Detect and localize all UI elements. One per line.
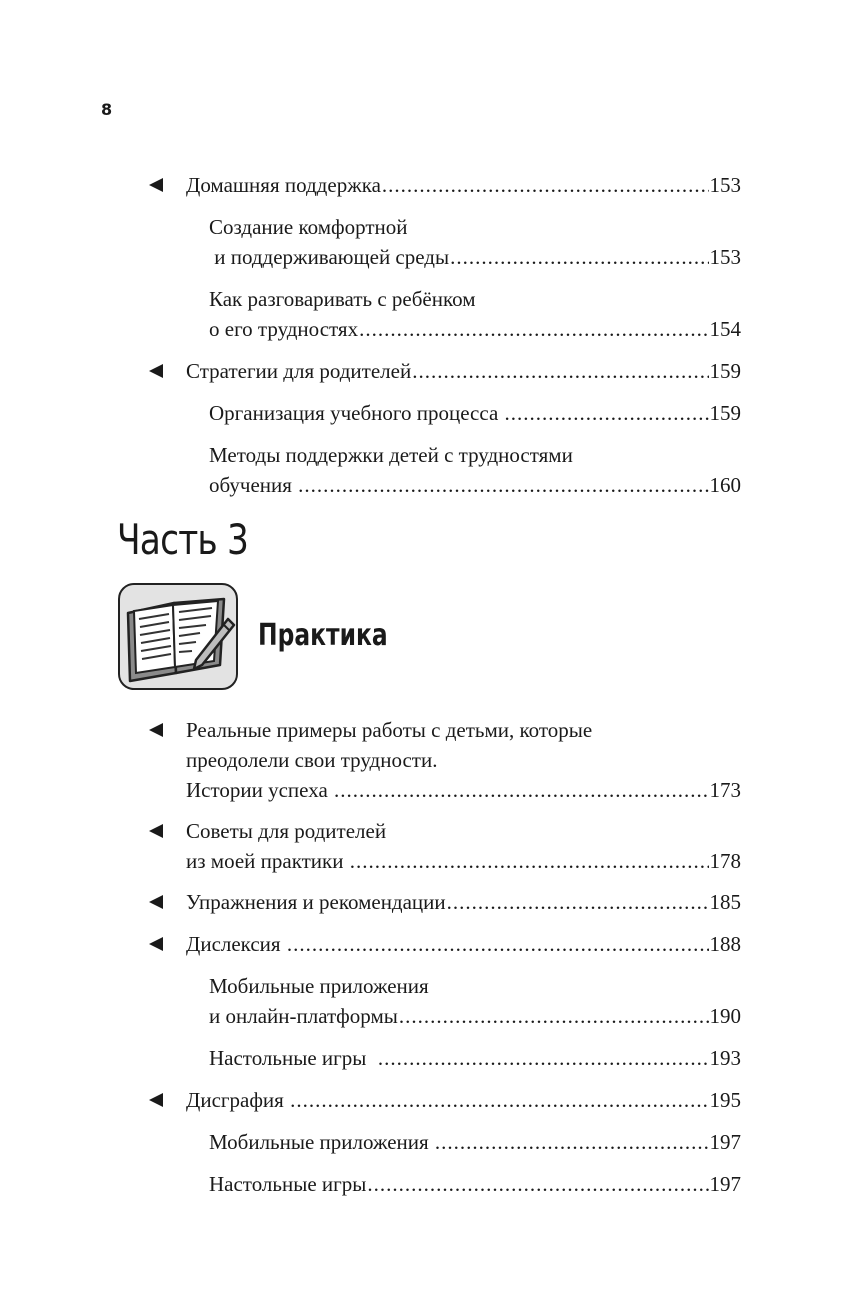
toc-top bbox=[0, 170, 844, 500]
toc-entry bbox=[209, 212, 741, 272]
toc-entry-text: обучения bbox=[209, 473, 298, 497]
bullet-triangle-icon bbox=[149, 937, 163, 951]
toc-entry-text: Создание комфортной bbox=[209, 215, 408, 239]
toc-entry bbox=[209, 440, 741, 500]
leader-dots bbox=[287, 929, 709, 959]
toc-entry-text: Реальные примеры работы с детьми, которые bbox=[186, 718, 593, 742]
toc-entry-text: Стратегии для родителей bbox=[186, 359, 412, 383]
toc-page-number: 159 bbox=[709, 401, 741, 425]
toc-page-number: 159 bbox=[709, 359, 741, 383]
toc-entry-text: Истории успеха bbox=[186, 778, 334, 802]
toc-entry-text: Дисграфия bbox=[186, 1088, 290, 1112]
leader-dots bbox=[450, 242, 708, 272]
leader-dots bbox=[298, 470, 708, 500]
toc-entry-text: Мобильные приложения bbox=[209, 1130, 434, 1154]
leader-dots bbox=[350, 846, 709, 876]
toc-page-number: 193 bbox=[709, 1046, 741, 1070]
toc-entry-text: Настольные игры bbox=[209, 1046, 377, 1070]
toc-bottom bbox=[0, 715, 844, 1199]
leader-dots bbox=[290, 1085, 708, 1115]
toc-entry bbox=[209, 398, 741, 428]
bullet-triangle-icon bbox=[149, 178, 163, 192]
leader-dots bbox=[334, 775, 708, 805]
bullet-triangle-icon bbox=[149, 364, 163, 378]
toc-entry bbox=[209, 971, 741, 1031]
toc-page-number: 173 bbox=[709, 778, 741, 802]
toc-entry bbox=[186, 887, 741, 917]
page-number: 8 bbox=[101, 100, 113, 119]
toc-entry-text: о его трудностях bbox=[209, 317, 359, 341]
toc-page-number: 188 bbox=[709, 932, 741, 956]
toc-entry-text: Настольные игры bbox=[209, 1172, 367, 1196]
toc-entry-text: Домашняя поддержка bbox=[186, 173, 381, 197]
toc-entry bbox=[209, 1043, 741, 1073]
toc-entry-text: Упражнения и рекомендации bbox=[186, 890, 446, 914]
toc-page-number: 190 bbox=[709, 1004, 741, 1028]
toc-page-number: 195 bbox=[709, 1088, 741, 1112]
toc-entry-text: Мобильные приложения bbox=[209, 974, 429, 998]
toc-entry bbox=[186, 816, 741, 876]
toc-page-number: 160 bbox=[709, 473, 741, 497]
toc-page-number: 197 bbox=[709, 1172, 741, 1196]
section-title: Практика bbox=[258, 618, 388, 653]
toc-page-number: 153 bbox=[709, 245, 741, 269]
leader-dots bbox=[399, 1001, 709, 1031]
toc-entry-text: из моей практики bbox=[186, 849, 349, 873]
toc-page-number: 197 bbox=[709, 1130, 741, 1154]
toc-page-number: 153 bbox=[709, 173, 741, 197]
toc-entry bbox=[209, 284, 741, 344]
toc-entry bbox=[186, 929, 741, 959]
toc-entry-text: Дислексия bbox=[186, 932, 286, 956]
toc-entry bbox=[186, 715, 741, 805]
leader-dots bbox=[447, 887, 709, 917]
toc-page-number: 178 bbox=[709, 849, 741, 873]
toc-entry bbox=[209, 1127, 741, 1157]
toc-entry bbox=[186, 1085, 741, 1115]
leader-dots bbox=[505, 398, 709, 428]
leader-dots bbox=[359, 314, 708, 344]
toc-entry-text: и поддерживающей среды bbox=[209, 245, 450, 269]
bullet-triangle-icon bbox=[149, 1093, 163, 1107]
toc-entry bbox=[209, 1169, 741, 1199]
leader-dots bbox=[435, 1127, 709, 1157]
toc-page-number: 154 bbox=[709, 317, 741, 341]
toc-entry-text: и онлайн-платформы bbox=[209, 1004, 398, 1028]
leader-dots bbox=[378, 1043, 709, 1073]
toc-entry-text: Методы поддержки детей с трудностями bbox=[209, 443, 573, 467]
bullet-triangle-icon bbox=[149, 895, 163, 909]
toc-entry-text: Как разговаривать с ребёнком bbox=[209, 287, 476, 311]
open-book-pen-icon bbox=[118, 583, 238, 690]
toc-entry-text: Организация учебного процесса bbox=[209, 401, 504, 425]
toc-page-number: 185 bbox=[709, 890, 741, 914]
leader-dots bbox=[382, 170, 709, 200]
toc-entry-text: преодолели свои трудности. bbox=[186, 748, 438, 772]
leader-dots bbox=[412, 356, 708, 386]
bullet-triangle-icon bbox=[149, 824, 163, 838]
toc-entry-text: Советы для родителей bbox=[186, 819, 387, 843]
part-title: Часть 3 bbox=[117, 515, 249, 564]
toc-entry bbox=[186, 170, 741, 200]
bullet-triangle-icon bbox=[149, 723, 163, 737]
toc-entry bbox=[186, 356, 741, 386]
leader-dots bbox=[367, 1169, 708, 1199]
